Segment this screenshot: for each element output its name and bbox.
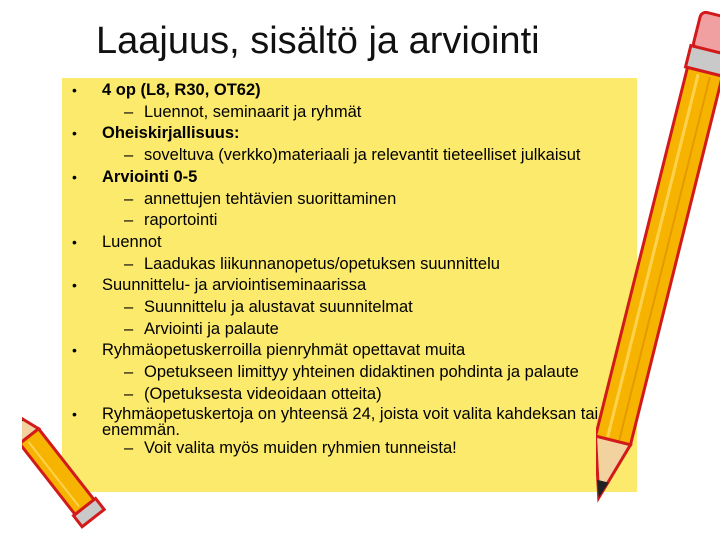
dash-marker: – xyxy=(124,298,134,317)
list-item-text: Luennot xyxy=(102,232,162,251)
sub-item xyxy=(68,362,628,384)
bullet-marker: • xyxy=(72,342,77,359)
list-item-text: Ryhmäopetuskertoja on yhteensä 24, joista voit valita kahdeksan tai enemmän. xyxy=(102,404,599,439)
dash-marker: – xyxy=(124,189,134,208)
sub-item xyxy=(68,254,628,276)
sub-item xyxy=(68,210,628,232)
bullet-marker: • xyxy=(72,277,77,294)
list-item xyxy=(68,123,628,145)
dash-marker: – xyxy=(124,319,134,338)
list-item xyxy=(68,340,628,362)
list-item-text: Oheiskirjallisuus: xyxy=(102,124,240,143)
sub-item-text: (Opetuksesta videoidaan otteita) xyxy=(144,384,382,403)
sub-item-text: Voit valita myös muiden ryhmien tunneista! xyxy=(144,438,457,457)
sub-item-text: annettujen tehtävien suorittaminen xyxy=(144,189,397,208)
bullet-marker: • xyxy=(72,168,77,185)
dash-marker: – xyxy=(124,146,134,165)
sub-item-text: Opetukseen limittyy yhteinen didaktinen pohdinta ja palaute xyxy=(144,363,579,382)
dash-marker: – xyxy=(124,363,134,382)
sub-item-text: raportointi xyxy=(144,211,218,230)
bullet-marker: • xyxy=(72,125,77,142)
sub-item-text: Suunnittelu ja alustavat suunnitelmat xyxy=(144,298,413,317)
sub-item-text: soveltuva (verkko)materiaali ja relevantit tieteelliset julkaisut xyxy=(144,146,581,165)
dash-marker: – xyxy=(124,211,134,230)
slide-title: Laajuus, sisältö ja arviointi xyxy=(96,20,540,62)
list-item xyxy=(68,406,628,438)
sub-item xyxy=(68,189,628,211)
list-item xyxy=(68,232,628,254)
sub-item xyxy=(68,384,628,406)
bullet-list xyxy=(68,80,628,459)
list-item xyxy=(68,275,628,297)
sub-item-text: Arviointi ja palaute xyxy=(144,319,279,338)
list-item-text: Arviointi 0-5 xyxy=(102,167,198,186)
dash-marker: – xyxy=(124,102,134,121)
sub-item xyxy=(68,297,628,319)
bullet-marker: • xyxy=(72,405,77,422)
list-item-text: 4 op (L8, R30, OT62) xyxy=(102,81,261,99)
dash-marker: – xyxy=(124,384,134,403)
list-item xyxy=(68,80,628,102)
sub-item-text: Luennot, seminaarit ja ryhmät xyxy=(144,102,362,121)
sub-item-text: Laadukas liikunnanopetus/opetuksen suunnittelu xyxy=(144,254,500,273)
dash-marker: – xyxy=(124,438,134,457)
bullet-marker: • xyxy=(72,233,77,250)
sub-item xyxy=(68,438,628,460)
sub-item xyxy=(68,319,628,341)
bullet-marker: • xyxy=(72,82,77,98)
dash-marker: – xyxy=(124,254,134,273)
sub-item xyxy=(68,102,628,124)
sub-item xyxy=(68,145,628,167)
list-item xyxy=(68,167,628,189)
list-item-text: Ryhmäopetuskerroilla pienryhmät opettavat muita xyxy=(102,341,466,360)
list-item-text: Suunnittelu- ja arviointiseminaarissa xyxy=(102,276,367,295)
